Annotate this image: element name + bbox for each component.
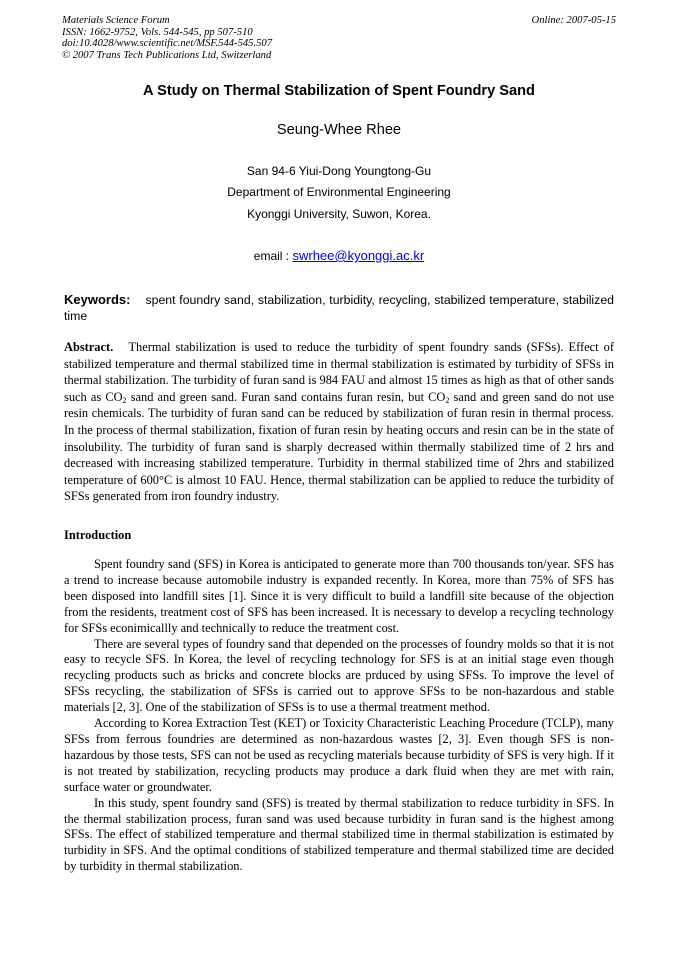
keywords-label: Keywords: bbox=[64, 292, 131, 307]
intro-paragraph-2: There are several types of foundry sand that depended on the processes of foundry molds so that it is not easy to recycle SFS. In Korea, the level of recycling technology for SFS is at an initial stage even though recycling products such as bricks and concrete blocks are prduced by using SFSs. To improve the level of SFSs recycling, the stabilization of SFSs is carried out to approve SFSs to be non-hazardous and stable materials [2, 3]. One of the stabilization of SFSs is to use a thermal treatment method. bbox=[64, 636, 614, 715]
affiliation bbox=[0, 161, 678, 225]
journal-header bbox=[62, 15, 272, 61]
affiliation-address: San 94-6 Yiui-Dong Youngtong-Gu bbox=[246, 164, 432, 178]
abstract-text-1: Thermal stabilization is used to reduce the turbidity of spent foundry sands (SFSs). Effect of stabilized temperature and thermal stabilized time in thermal stabilization is estimated by turbidity of SFSs in thermal stabilization. The turbidity of furan sand is 984 FAU and almost 15 times as high as that of other sands such as CO bbox=[64, 340, 614, 404]
keywords-text: spent foundry sand, stabilization, turbidity, recycling, stabilized temperature, stabilized time bbox=[64, 293, 614, 323]
affiliation-university: Kyonggi University, Suwon, Korea. bbox=[247, 206, 431, 221]
author-name: Seung-Whee Rhee bbox=[276, 122, 402, 138]
online-date: Online: 2007-05-15 bbox=[531, 15, 616, 26]
issn-line: ISSN: 1662-9752, Vols. 544-545, pp 507-510 bbox=[62, 26, 253, 38]
abstract-sub-2: 2 bbox=[445, 395, 450, 405]
copyright-line: © 2007 Trans Tech Publications Ltd, Switzerland bbox=[62, 49, 272, 61]
intro-paragraph-3: According to Korea Extraction Test (KET) or Toxicity Characteristic Leaching Procedure (TCLP), many SFSs from ferrous foundries are determined as non-hazardous wastes [2, 3]. Even though SFS is non-hazardous by those tests, SFS can not be used as recycling materials because turbidity of SFS is very high. If it is not treated by stabilization, recycling products may produce a dark fluid when they are met with rain, surface water or groundwater. bbox=[64, 716, 614, 794]
introduction-heading: Introduction bbox=[64, 528, 132, 542]
paper-title: A Study on Thermal Stabilization of Spent Foundry Sand bbox=[143, 83, 535, 99]
email-link[interactable]: swrhee@kyonggi.ac.kr bbox=[292, 248, 425, 263]
abstract-text-2: sand and green sand. Furan sand contains furan resin, but CO bbox=[126, 389, 446, 404]
intro-paragraph-4: In this study, spent foundry sand (SFS) is treated by thermal stabilization to reduce turbidity in SFS. In the thermal stabilization process, furan sand was used because turbidity in furan sand is the highest among SFSs. The effect of stabilized temperature and thermal stabilized time in thermal stabilization is estimated by turbidity in SFS. And the optimal conditions of stabilized temperature and thermal stabilized time are decided by turbidity in thermal stabilization. bbox=[64, 795, 614, 874]
abstract bbox=[64, 339, 614, 505]
email-line bbox=[0, 248, 678, 263]
abstract-text-3: sand and green sand do not use resin chemicals. The turbidity of furan sand can be reduced by stabilization of furan resin in thermal process. In the process of thermal stabilization, fixation of furan resin by heating occurs and resin can be in the state of insolubility. The turbidity of furan sand is sharply decreased within thermally stabilized time of 2 hrs and decreased with increasing stabilized temperature. Turbidity in thermal stabilized time of 2hrs and stabilized temperature of 600°C is almost 10 FAU. Hence, thermal stabilization can be applied to reduce the turbidity of SFSs generated from iron foundry industry. bbox=[64, 389, 614, 504]
intro-paragraph-1: Spent foundry sand (SFS) in Korea is anticipated to generate more than 700 thousands ton/year. SFS has a trend to increase because automobile industry is expanded recently. In Korea, more than 75% of SFS has been disposed into landfill sites [1]. Since it is very difficult to build a landfill site because of the objection from the residents, treatment cost of SFS has been increased. It is necessary to develop a recycling technology for SFSs econimicallly and technically to reduce the treatment cost. bbox=[64, 557, 614, 635]
affiliation-department: Department of Environmental Engineering bbox=[227, 185, 451, 200]
introduction-body bbox=[64, 557, 614, 875]
keywords bbox=[64, 292, 614, 324]
abstract-label: Abstract. bbox=[64, 340, 114, 354]
doi-line: doi:10.4028/www.scientific.net/MSF.544-545.507 bbox=[62, 38, 272, 50]
journal-name: Materials Science Forum bbox=[62, 15, 170, 26]
email-label: email : bbox=[253, 249, 293, 263]
abstract-sub-1: 2 bbox=[122, 395, 127, 405]
